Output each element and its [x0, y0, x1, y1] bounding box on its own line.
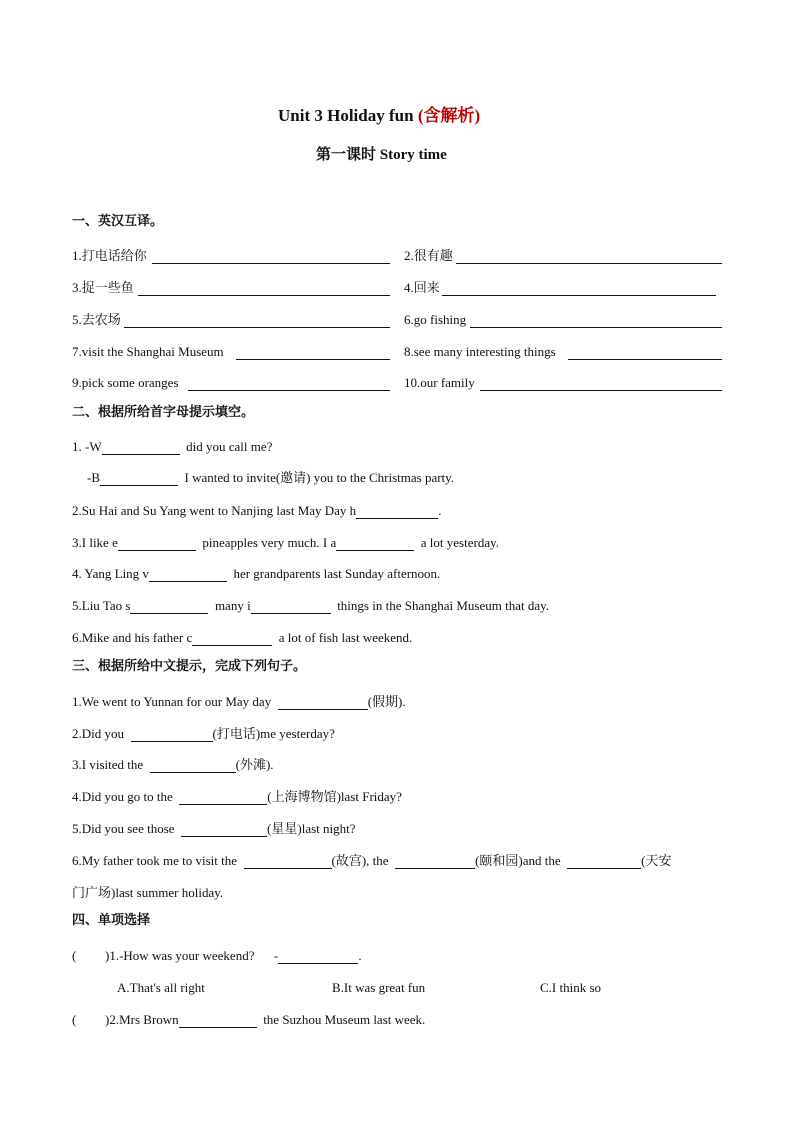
s2-q2-blank[interactable] [356, 504, 438, 519]
title-text: Unit 3 Holiday fun [278, 106, 414, 125]
s2-q6 [72, 630, 412, 646]
s2-q5-blank-2[interactable] [251, 599, 331, 614]
s3-q6-blank-3[interactable] [567, 854, 641, 869]
s4-q1-option-c[interactable]: C.I think so [540, 980, 602, 995]
s2-q1a-post: did you call me? [186, 439, 273, 454]
s3-q1-post: (假期). [367, 694, 406, 709]
s2-q2-pre: 2.Su Hai and Su Yang went to Nanjing last May Day h [72, 503, 357, 518]
s3-q6-pre: 6.My father took me to visit the [72, 853, 238, 868]
s4-q2-answer-slot[interactable] [80, 1012, 104, 1028]
s4-q1-text: -How was your weekend? [119, 948, 255, 963]
s4-q1-answer-slot[interactable] [80, 948, 104, 964]
s2-q5 [72, 598, 549, 614]
s1-blank-8[interactable] [568, 359, 722, 360]
section-3-heading: 三、根据所给中文提示，完成下列句子。 [72, 659, 307, 674]
s1-blank-1[interactable] [152, 263, 390, 264]
s4-q1-dash: - [273, 948, 279, 963]
s3-q2 [72, 726, 335, 742]
s4-q1-num: )1. [105, 948, 120, 963]
s3-q5-pre: 5.Did you see those [72, 821, 175, 836]
s4-q2-pre: Mrs Brown [119, 1012, 179, 1027]
s1-item-3: 3.捉一些鱼 [72, 280, 134, 295]
s2-q5-pre: 5.Liu Tao s [72, 598, 131, 613]
s4-q1-option-a[interactable]: A.That's all right [117, 980, 205, 995]
s3-q6-a: (故宫), the [331, 853, 389, 868]
s3-q6-c: (天安 [641, 853, 672, 868]
s2-q2 [72, 503, 441, 519]
s2-q3-mid: pineapples very much. I a [202, 535, 337, 550]
s2-q1a [72, 439, 272, 455]
s4-q2-post: the Suzhou Museum last week. [263, 1012, 426, 1027]
s2-q4-blank[interactable] [149, 567, 227, 582]
s3-q2-blank[interactable] [131, 727, 213, 742]
s1-item-4: 4.回来 [404, 280, 440, 295]
s2-q3-blank-1[interactable] [118, 536, 196, 551]
s2-q6-post: a lot of fish last weekend. [278, 630, 413, 645]
s1-blank-6[interactable] [470, 327, 722, 328]
s3-q6-blank-1[interactable] [244, 854, 332, 869]
s2-q4-post: her grandparents last Sunday afternoon. [233, 566, 441, 581]
s3-q1 [72, 694, 406, 710]
s2-q6-pre: 6.Mike and his father c [72, 630, 193, 645]
page-subtitle: 第一课时 Story time [316, 147, 447, 163]
s2-q4-pre: 4. Yang Ling v [72, 566, 149, 581]
s1-blank-4[interactable] [442, 295, 716, 296]
s1-blank-2[interactable] [456, 263, 722, 264]
s4-q2-blank[interactable] [179, 1013, 257, 1028]
s4-q2 [105, 1012, 425, 1028]
s2-q1b-blank[interactable] [100, 471, 178, 486]
s2-q3-blank-2[interactable] [336, 536, 414, 551]
s3-q6-b: (颐和园)and the [475, 853, 561, 868]
s2-q2-post: . [438, 503, 442, 518]
s2-q1a-pre: 1. -W [72, 439, 102, 454]
section-1-heading: 一、英汉互译。 [72, 214, 164, 229]
s3-q5-blank[interactable] [181, 822, 267, 837]
title-paren: (含解析) [417, 106, 481, 125]
s2-q3-pre: 3.I like e [72, 535, 118, 550]
s1-item-2: 2.很有趣 [404, 248, 453, 263]
s3-q5-post: (星星)last night? [267, 821, 356, 836]
s1-item-6: 6.go fishing [404, 312, 467, 327]
s2-q5-mid: many i [214, 598, 251, 613]
s4-q1 [105, 948, 362, 964]
s1-item-7: 7.visit the Shanghai Museum [72, 344, 224, 359]
s2-q5-blank-1[interactable] [130, 599, 208, 614]
section-2-heading: 二、根据所给首字母提示填空。 [72, 405, 255, 420]
s3-q3-blank[interactable] [150, 758, 236, 773]
s2-q1a-blank[interactable] [102, 440, 180, 455]
s1-blank-10[interactable] [480, 390, 722, 391]
s1-blank-5[interactable] [124, 327, 390, 328]
s3-q5 [72, 821, 356, 837]
s1-blank-9[interactable] [188, 390, 390, 391]
s3-q4-post: (上海博物馆)last Friday? [267, 789, 402, 804]
s3-q3-post: (外滩). [235, 757, 274, 772]
s3-q4-pre: 4.Did you go to the [72, 789, 173, 804]
s2-q1b [87, 470, 454, 486]
s1-blank-3[interactable] [138, 295, 390, 296]
s2-q6-blank[interactable] [192, 631, 272, 646]
s4-q1-end: . [358, 948, 362, 963]
section-4-heading: 四、单项选择 [72, 913, 151, 928]
s3-q2-post: (打电话)me yesterday? [212, 726, 335, 741]
page-title [278, 108, 480, 124]
s4-q2-paren-open: ( [72, 1012, 77, 1027]
s3-q4 [72, 789, 402, 805]
s3-q3-pre: 3.I visited the [72, 757, 144, 772]
s4-q1-option-b[interactable]: B.It was great fun [332, 980, 426, 995]
s2-q3-post: a lot yesterday. [420, 535, 499, 550]
s4-q1-blank[interactable] [278, 949, 358, 964]
s3-q3 [72, 757, 274, 773]
s1-item-1: 1.打电话给你 [72, 248, 147, 263]
s2-q1b-pre: -B [87, 470, 100, 485]
s1-item-5: 5.去农场 [72, 312, 121, 327]
s1-item-9: 9.pick some oranges [72, 375, 179, 390]
s3-q1-pre: 1.We went to Yunnan for our May day [72, 694, 272, 709]
s1-item-10: 10.our family [404, 375, 475, 390]
s2-q4 [72, 566, 440, 582]
s1-blank-7[interactable] [236, 359, 390, 360]
s3-q6-line2: 门广场)last summer holiday. [72, 885, 224, 900]
s2-q3 [72, 535, 499, 551]
s4-q2-num: )2. [105, 1012, 120, 1027]
s3-q6 [72, 853, 671, 869]
s1-item-8: 8.see many interesting things [404, 344, 556, 359]
s2-q5-post: things in the Shanghai Museum that day. [337, 598, 550, 613]
s4-q1-paren-open: ( [72, 948, 77, 963]
s3-q1-blank[interactable] [278, 695, 368, 710]
s2-q1b-post: I wanted to invite(邀请) you to the Christmas party. [184, 470, 455, 485]
s3-q4-blank[interactable] [179, 790, 267, 805]
s3-q6-blank-2[interactable] [395, 854, 475, 869]
s3-q2-pre: 2.Did you [72, 726, 124, 741]
